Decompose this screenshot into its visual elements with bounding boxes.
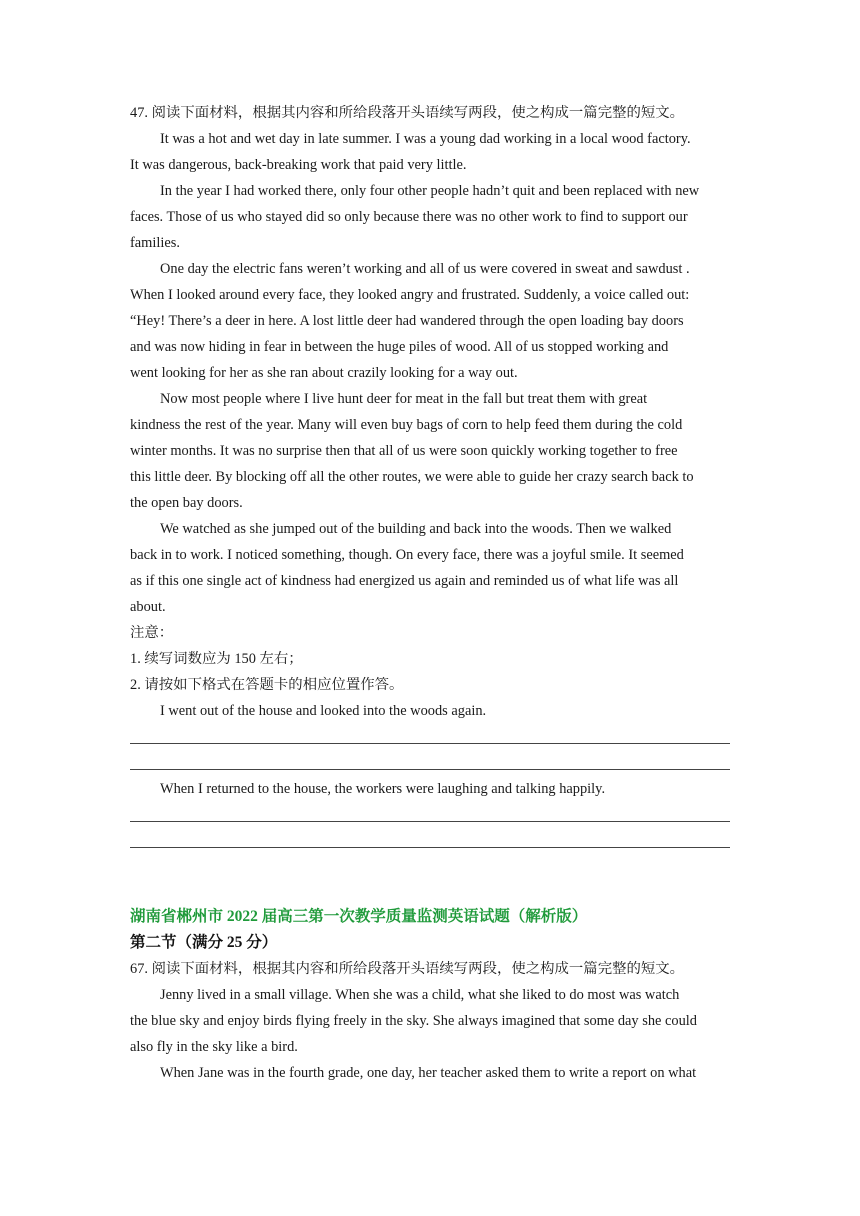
section-title: 湖南省郴州市 2022 届高三第一次教学质量监测英语试题（解析版） bbox=[130, 908, 588, 925]
passage-paragraph bbox=[130, 982, 730, 1060]
passage-line: about. bbox=[130, 599, 166, 615]
passage-paragraph bbox=[130, 178, 730, 256]
passage-line: Jenny lived in a small village. When she was a child, what she liked to do most was watch bbox=[160, 987, 680, 1003]
passage-line: as if this one single act of kindness had energized us again and reminded us of what life was all bbox=[130, 573, 679, 589]
note-label: 注意： bbox=[130, 625, 174, 641]
continuation-starter: I went out of the house and looked into the woods again. bbox=[160, 703, 487, 719]
passage-line: back in to work. I noticed something, though. On every face, there was a joyful smile. It seemed bbox=[130, 547, 684, 563]
passage-line: faces. Those of us who stayed did so only because there was no other work to find to support our bbox=[130, 209, 688, 225]
passage-line: the open bay doors. bbox=[130, 495, 243, 511]
question-67-section bbox=[130, 904, 730, 1086]
passage-line: the blue sky and enjoy birds flying freely in the sky. She always imagined that some day she could bbox=[130, 1013, 697, 1029]
passage-paragraph bbox=[130, 1060, 730, 1086]
passage-paragraph bbox=[130, 126, 730, 178]
answer-line bbox=[130, 828, 730, 854]
passage-paragraph bbox=[130, 256, 730, 386]
note-item: 2. 请按如下格式在答题卡的相应位置作答。 bbox=[130, 677, 404, 693]
note-item: 1. 续写词数应为 150 左右； bbox=[130, 651, 303, 667]
passage-line: kindness the rest of the year. Many will even buy bags of corn to help feed them during the cold bbox=[130, 417, 683, 433]
passage-line: also fly in the sky like a bird. bbox=[130, 1039, 298, 1055]
passage-line: went looking for her as she ran about crazily looking for a way out. bbox=[130, 365, 518, 381]
passage-paragraph bbox=[130, 386, 730, 516]
continuation-starter: When I returned to the house, the workers were laughing and talking happily. bbox=[160, 781, 606, 797]
question-67-prompt: 67. 阅读下面材料，根据其内容和所给段落开头语续写两段，使之构成一篇完整的短文。 bbox=[130, 961, 685, 977]
answer-line bbox=[130, 802, 730, 828]
passage-line: this little deer. By blocking off all the other routes, we were able to guide her crazy search back to bbox=[130, 469, 694, 485]
answer-line bbox=[130, 724, 730, 750]
passage-paragraph bbox=[130, 516, 730, 620]
passage-line: winter months. It was no surprise then that all of us were soon quickly working together to free bbox=[130, 443, 678, 459]
passage-line: “Hey! There’s a deer in here. A lost little deer had wandered through the open loading bay doors bbox=[130, 313, 684, 329]
passage-line: In the year I had worked there, only four other people hadn’t quit and been replaced with new bbox=[160, 183, 700, 199]
passage-line: One day the electric fans weren’t working and all of us were covered in sweat and sawdust . bbox=[160, 261, 690, 277]
passage-line: When Jane was in the fourth grade, one day, her teacher asked them to write a report on what bbox=[160, 1065, 697, 1081]
passage-line: and was now hiding in fear in between the huge piles of wood. All of us stopped working and bbox=[130, 339, 669, 355]
question-47-prompt: 47. 阅读下面材料，根据其内容和所给段落开头语续写两段，使之构成一篇完整的短文。 bbox=[130, 105, 685, 121]
section-subtitle: 第二节（满分 25 分） bbox=[130, 934, 278, 951]
passage-line: Now most people where I live hunt deer for meat in the fall but treat them with great bbox=[160, 391, 648, 407]
passage-line: We watched as she jumped out of the building and back into the woods. Then we walked bbox=[160, 521, 672, 537]
passage-line: families. bbox=[130, 235, 180, 251]
answer-line bbox=[130, 750, 730, 776]
passage-line: When I looked around every face, they looked angry and frustrated. Suddenly, a voice called out: bbox=[130, 287, 690, 303]
question-47 bbox=[130, 100, 730, 854]
passage-line: It was dangerous, back-breaking work that paid very little. bbox=[130, 157, 467, 173]
passage-line: It was a hot and wet day in late summer. I was a young dad working in a local wood factory. bbox=[160, 131, 691, 147]
